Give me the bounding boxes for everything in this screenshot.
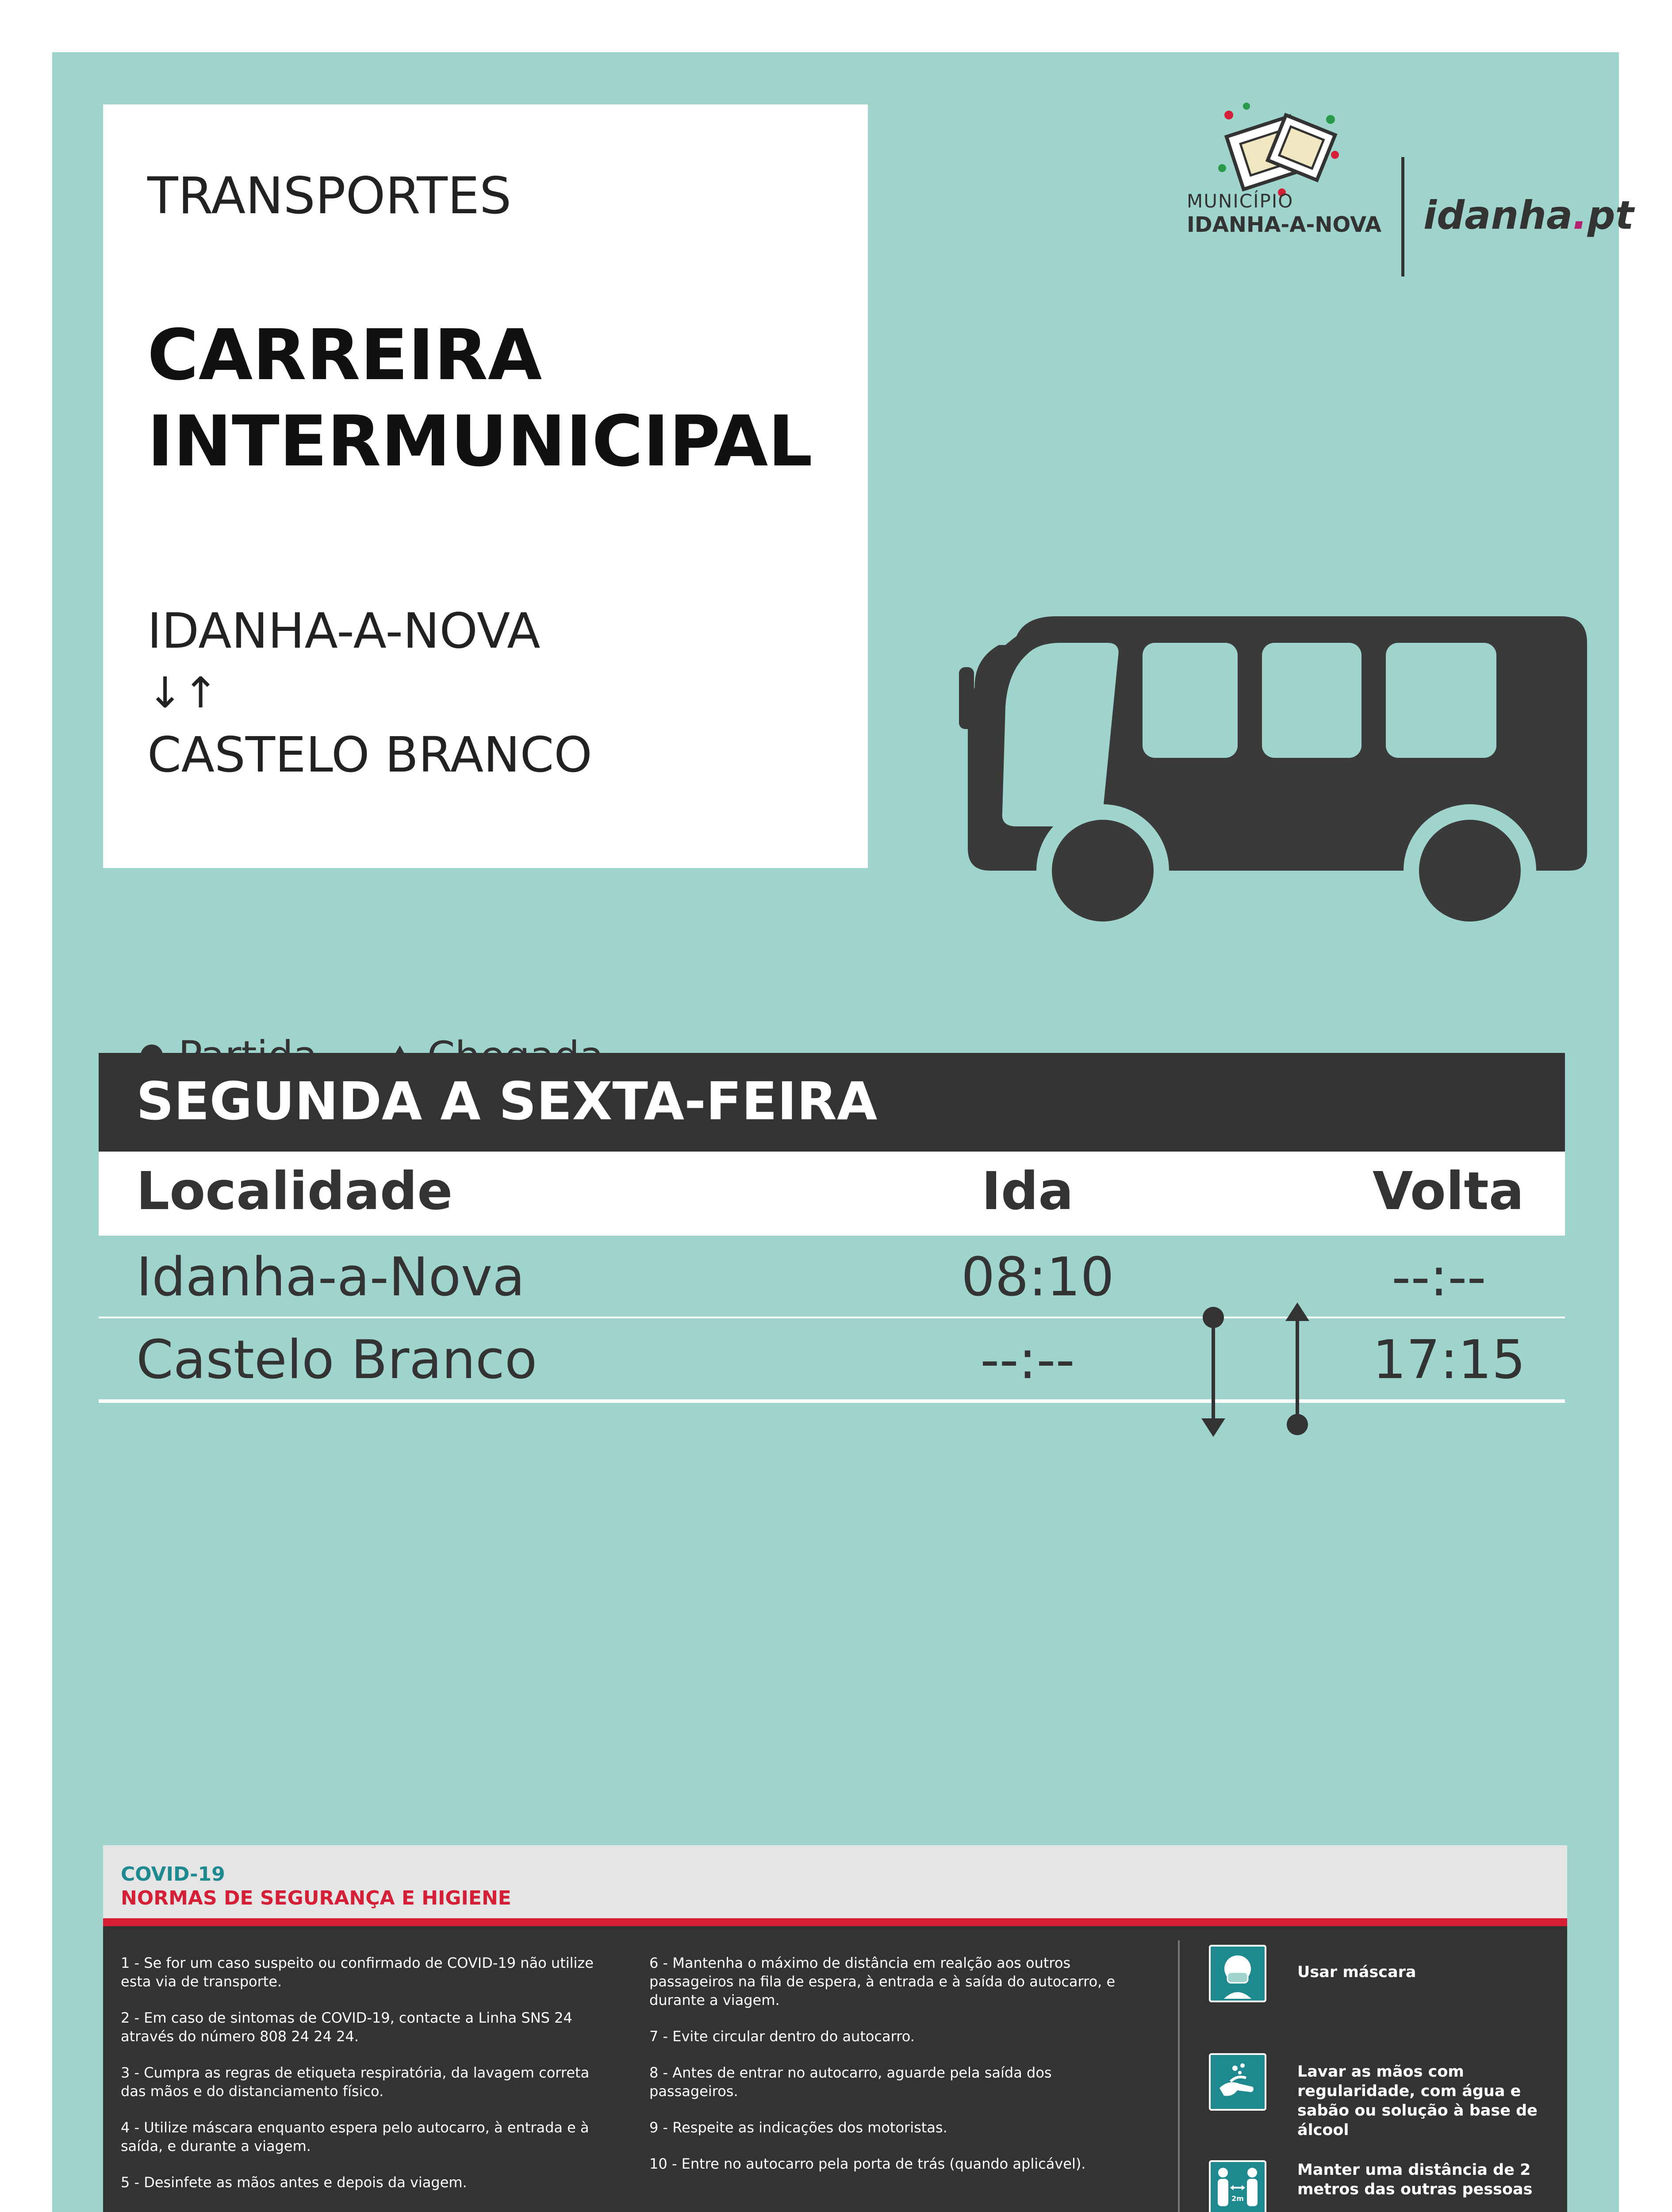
poster	[52, 52, 1634, 2212]
title-line-1: CARREIRA	[147, 315, 542, 396]
table-row	[99, 1236, 1565, 1318]
covid-rules-left	[121, 1954, 614, 2209]
row-locality: Castelo Branco	[136, 1329, 537, 1391]
title-line-2: INTERMUNICIPAL	[147, 401, 813, 482]
logo-top: MUNICÍPIO	[1187, 190, 1294, 212]
row-volta-time: --:--	[1392, 1247, 1486, 1308]
row-ida-time: --:--	[980, 1329, 1075, 1391]
route	[147, 600, 592, 786]
trip-direction-icons	[1176, 1295, 1331, 1446]
row-ida-time: 08:10	[961, 1247, 1114, 1308]
ida-direction-arrow-icon	[1201, 1307, 1225, 1437]
site-dot: .	[1572, 192, 1588, 238]
swap-arrows-icon: ↓↑	[147, 668, 219, 718]
covid-rule: 2 - Em caso de sintomas de COVID-19, contacte a Linha SNS 24 através do número 808 24 24 24.	[121, 2009, 572, 2045]
covid-rule: 4 - Utilize máscara enquanto espera pelo autocarro, à entrada e à saída, e durante a viagem.	[121, 2119, 589, 2154]
covid-rules-right	[649, 1954, 1143, 2191]
covid-rule: 6 - Mantenha o máximo de distância em realção aos outros passageiros na fila de espera, à entrada e à saída do autocarro, e durante a viagem.	[649, 1955, 1116, 2008]
covid-panel	[103, 1845, 1567, 2212]
row-locality: Idanha-a-Nova	[136, 1247, 525, 1308]
hand-wash-icon	[1209, 2053, 1266, 2111]
schedule-column-headers	[99, 1152, 1565, 1236]
mask-icon	[1209, 1945, 1266, 2002]
distance-badge: 2m	[1231, 2194, 1244, 2203]
covid-rule: 5 - Desinfete as mãos antes e depois da viagem.	[121, 2174, 467, 2191]
volta-direction-arrow-icon	[1285, 1302, 1309, 1435]
site-suffix: pt	[1587, 192, 1634, 238]
row-volta-time: 17:15	[1373, 1329, 1526, 1391]
table-row	[99, 1318, 1565, 1403]
distance-icon	[1209, 2160, 1266, 2212]
bus-icon	[950, 605, 1614, 933]
covid-title: COVID-19	[121, 1863, 225, 1886]
section-label: TRANSPORTES	[147, 166, 512, 225]
page-title	[147, 312, 813, 485]
site-prefix: idanha	[1423, 192, 1573, 238]
logo-name: IDANHA-A-NOVA	[1187, 212, 1382, 237]
distance-label: Manter uma distância de 2 metros das outras pessoas	[1297, 2161, 1533, 2198]
route-origin: IDANHA-A-NOVA	[147, 603, 541, 659]
column-ida: Ida	[982, 1160, 1074, 1221]
covid-header	[103, 1845, 1567, 1926]
schedule-heading-label: SEGUNDA A SEXTA-FEIRA	[136, 1071, 878, 1132]
schedule-heading	[99, 1053, 1565, 1152]
municipio-logo-icon	[1202, 102, 1348, 204]
covid-rule: 7 - Evite circular dentro do autocarro.	[649, 2028, 915, 2045]
logo-divider	[1401, 157, 1404, 276]
covid-rule: 9 - Respeite as indicações dos motoristas.	[649, 2119, 947, 2136]
route-destination: CASTELO BRANCO	[147, 726, 592, 783]
covid-subtitle: NORMAS DE SEGURANÇA E HIGIENE	[121, 1887, 511, 1909]
logo	[1149, 102, 1636, 238]
column-locality: Localidade	[136, 1160, 453, 1221]
covid-rule: 1 - Se for um caso suspeito ou confirmado de COVID-19 não utilize esta via de transporte.	[121, 1955, 594, 1990]
covid-divider	[1178, 1940, 1180, 2212]
title-card	[103, 104, 868, 868]
covid-rule: 10 - Entre no autocarro pela porta de trás (quando aplicável).	[649, 2155, 1086, 2172]
covid-rule: 8 - Antes de entrar no autocarro, aguarde pela saída dos passageiros.	[649, 2064, 1052, 2100]
site-link[interactable]	[1423, 192, 1634, 238]
covid-rule: 3 - Cumpra as regras de etiqueta respiratória, da lavagem correta das mãos e do distanciamento físico.	[121, 2064, 590, 2100]
mask-label: Usar máscara	[1297, 1963, 1416, 1981]
column-volta: Volta	[1373, 1160, 1524, 1221]
hand-wash-label: Lavar as mãos com regularidade, com água e sabão ou solução à base de álcool	[1297, 2063, 1538, 2139]
